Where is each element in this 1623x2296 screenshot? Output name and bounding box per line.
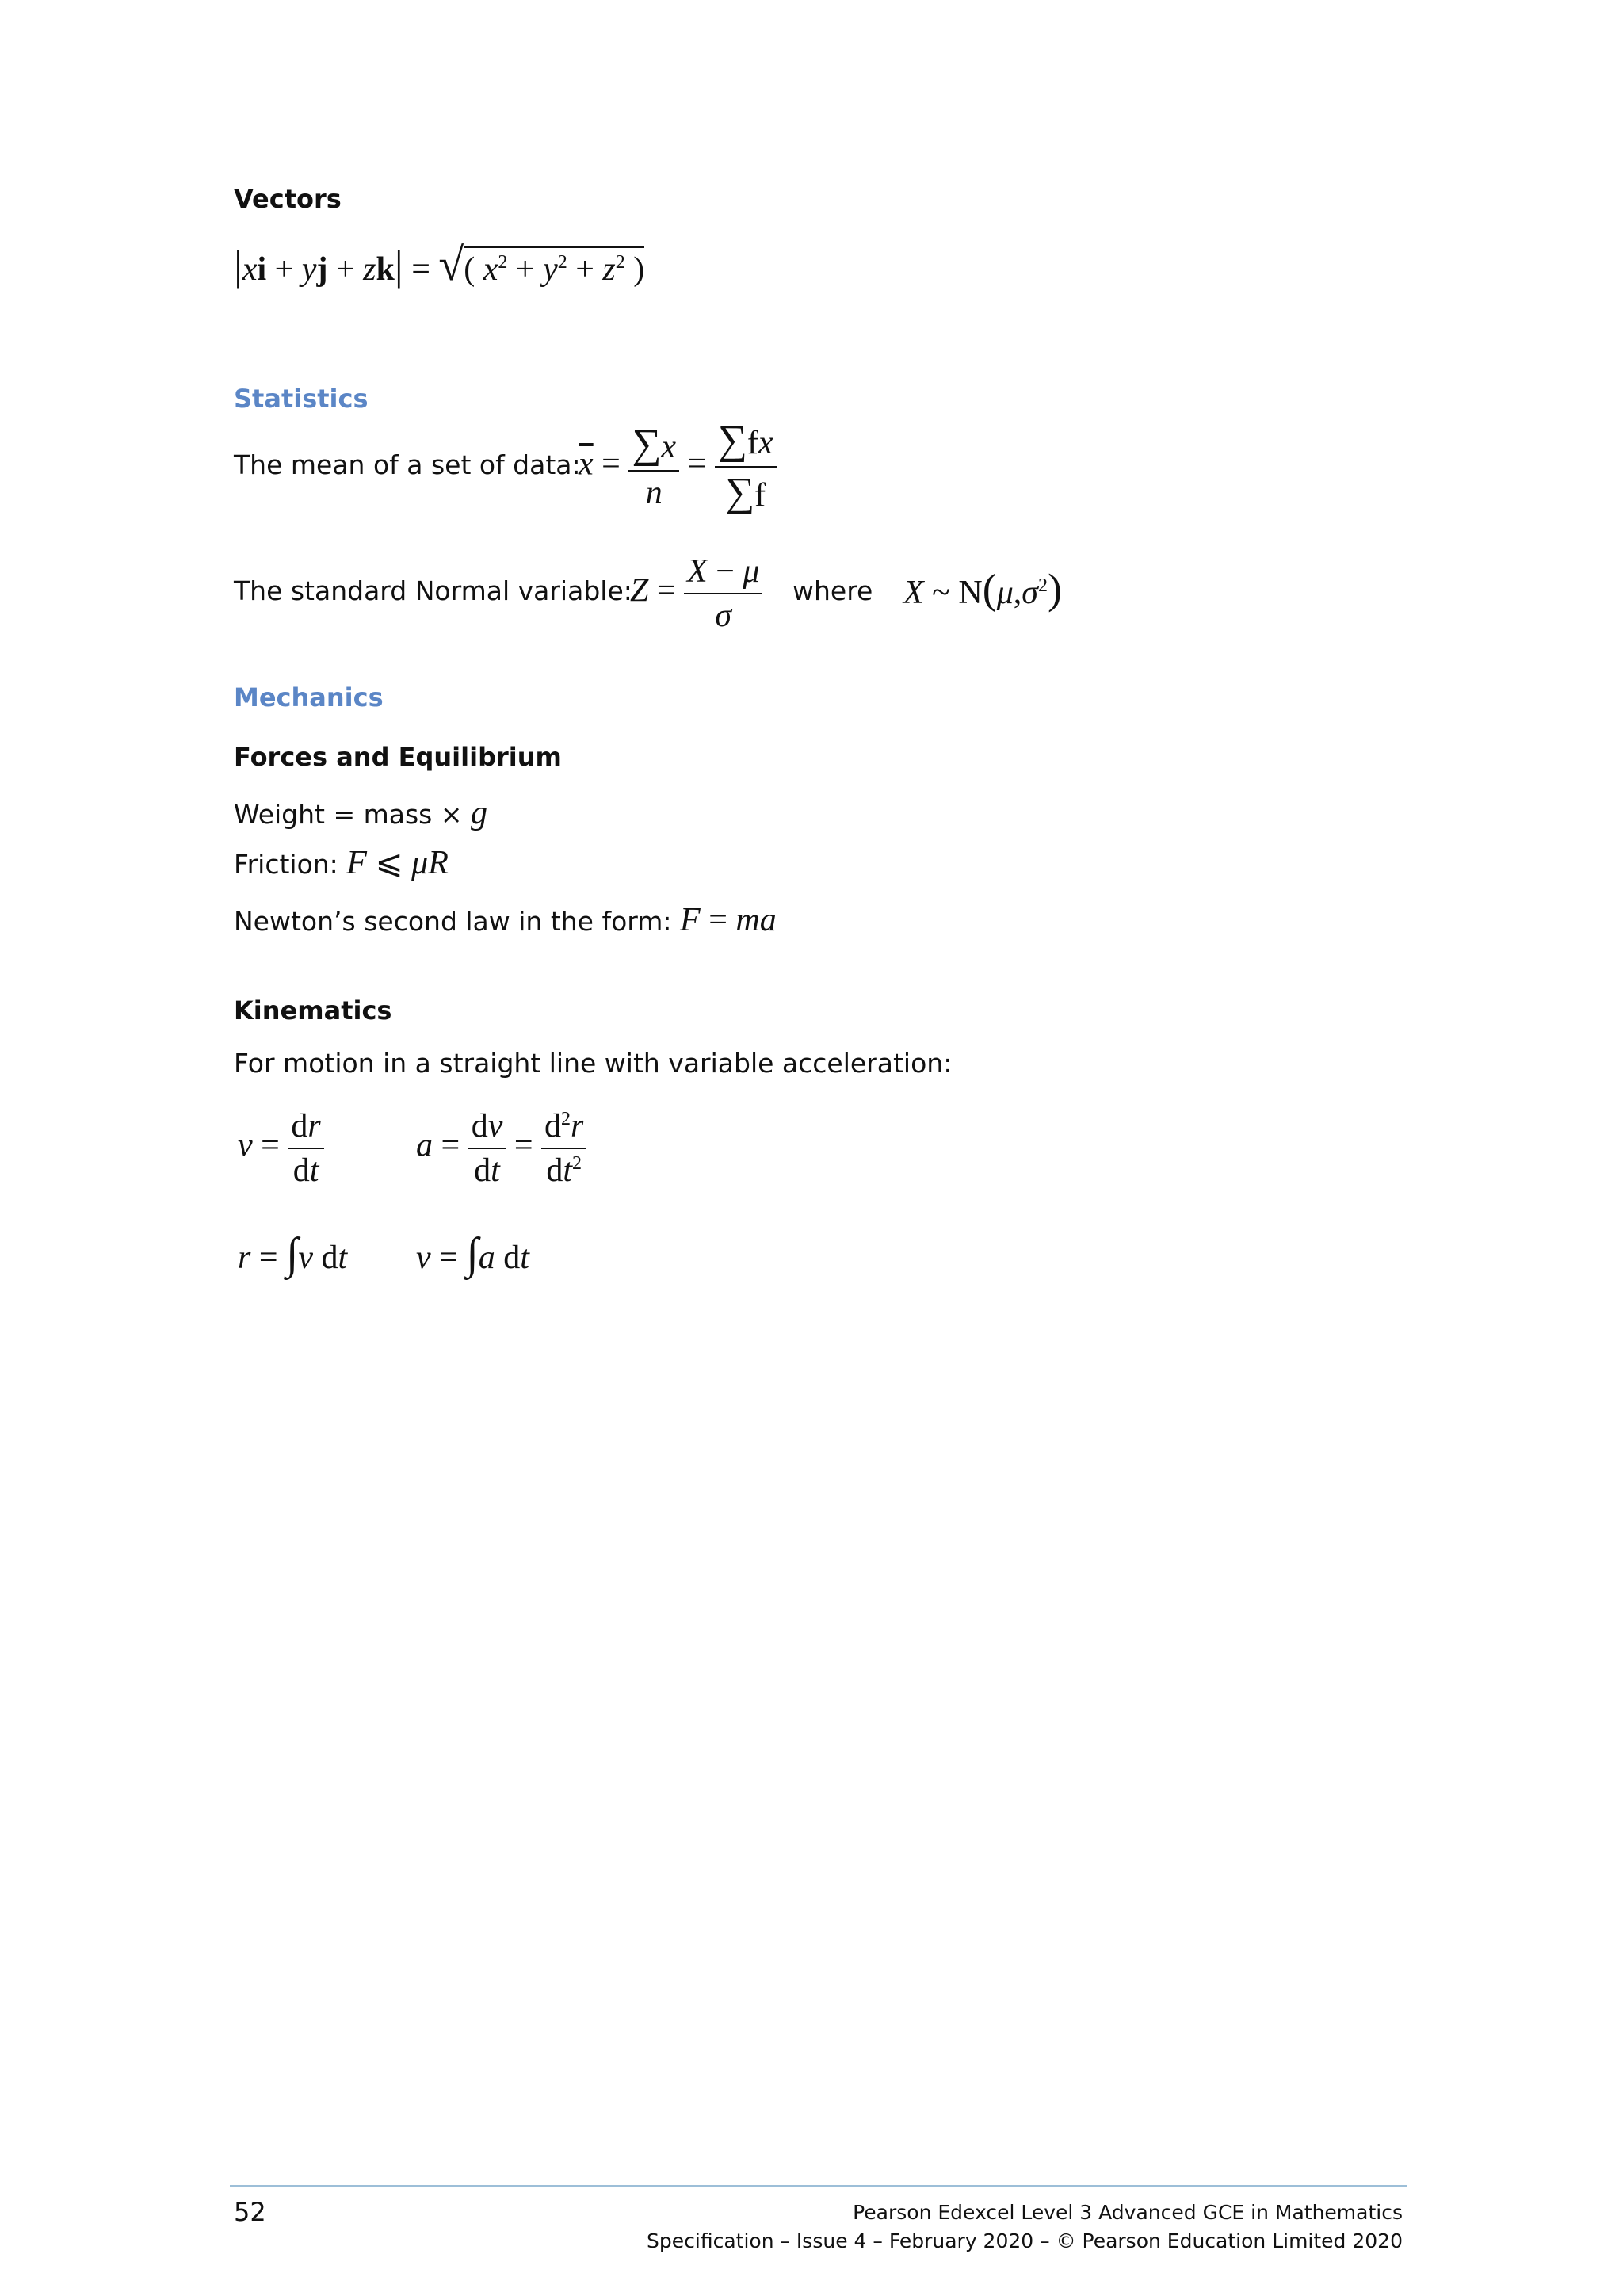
mechanics-heading: Mechanics xyxy=(234,682,384,712)
weight-line xyxy=(234,794,487,832)
statistics-heading: Statistics xyxy=(234,384,369,414)
forces-heading: Forces and Equilibrium xyxy=(234,742,562,772)
friction-line xyxy=(234,842,449,882)
footer-title: Pearson Edexcel Level 3 Advanced GCE in Mathematics xyxy=(853,2201,1403,2224)
kinematics-heading: Kinematics xyxy=(234,995,392,1026)
kinematics-intro: For motion in a straight line with variable acceleration: xyxy=(234,1048,953,1079)
newton-formula: F = ma xyxy=(680,902,777,938)
footer-rule xyxy=(230,2185,1407,2187)
page-number: 52 xyxy=(234,2197,266,2227)
mean-label: The mean of a set of data: xyxy=(234,449,581,480)
acceleration-derivative-formula: a = $\frac{dv}{dt}$ = $\frac{d^2r}{dt^2}$ xyxy=(416,1110,586,1187)
friction-formula: F ⩽ μR xyxy=(346,845,449,881)
velocity-derivative-formula: v = $\frac{dr}{dt}$ xyxy=(238,1110,324,1187)
weight-g-symbol: g xyxy=(471,795,487,831)
friction-label: Friction: xyxy=(234,849,338,880)
vectors-heading: Vectors xyxy=(234,184,342,214)
where-label: where xyxy=(792,575,873,606)
footer-spec: Specification – Issue 4 – February 2020 – © Pearson Education Limited 2020 xyxy=(647,2229,1403,2252)
weight-text: Weight = mass × xyxy=(234,799,463,830)
newton-label: Newton’s second law in the form: xyxy=(234,906,672,937)
newton-line xyxy=(234,901,777,939)
standard-normal-formula: Z = $\frac{X - \mu}{\sigma}$ xyxy=(630,555,762,632)
displacement-integral-formula: r = ∫v dt xyxy=(238,1229,348,1278)
normal-variable-label: The standard Normal variable: xyxy=(234,575,632,606)
vector-magnitude-formula: |xi + yj + zk| = √( $x^2 + y^2 + z^2$ ) xyxy=(234,239,645,290)
mean-formula: $\overline{x}$ = $\frac{\sum x}{n}$ = $\frac{\sum fx}{\sum f}$ xyxy=(579,420,777,514)
velocity-integral-formula: v = ∫a dt xyxy=(416,1229,529,1278)
normal-distribution-formula: X ~ $N(\mu,\sigma^2)$ xyxy=(903,565,1062,613)
